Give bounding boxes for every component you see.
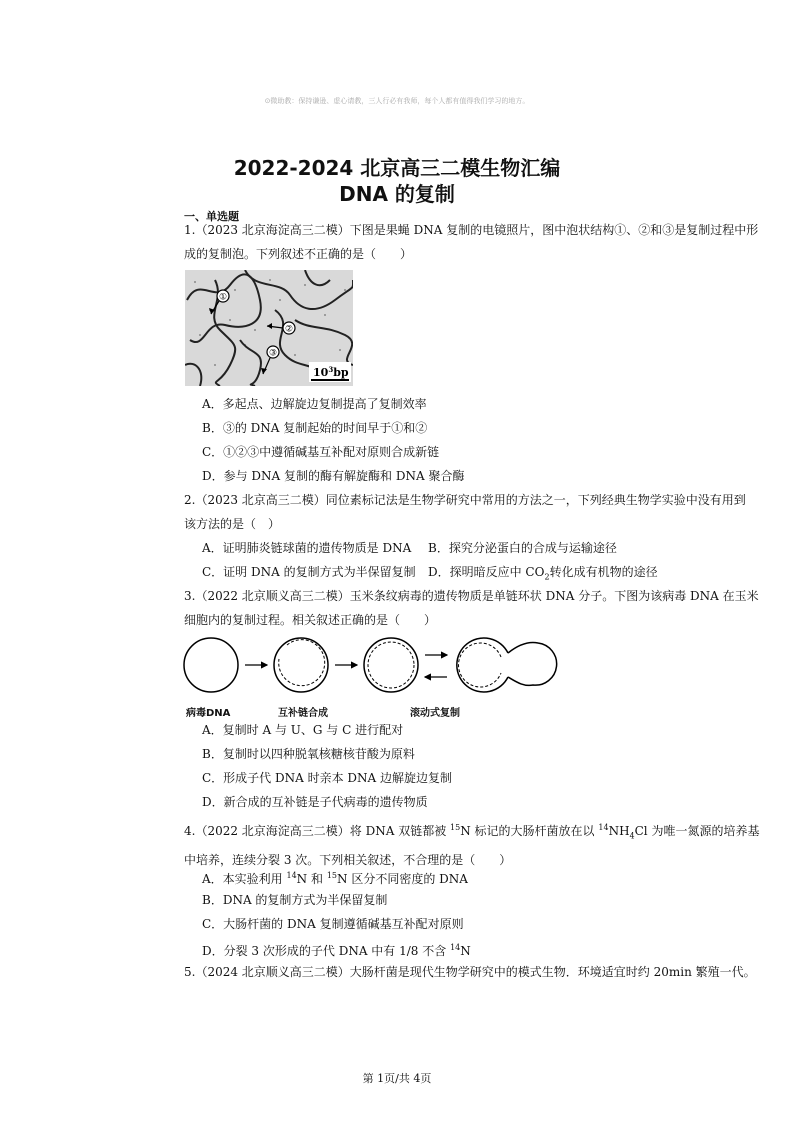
q2-option-b[interactable]: B．探究分泌蛋白的合成与运输途径 <box>428 541 617 555</box>
q2-option-c[interactable]: C．证明 DNA 的复制方式为半保留复制 <box>202 565 416 579</box>
q1-option-c[interactable]: C．①②③中遵循碱基互补配对原则合成新链 <box>202 445 440 459</box>
mark-3: ③ <box>268 348 278 359</box>
q4-option-d[interactable]: D．分裂 3 次形成的子代 DNA 中有 1/8 不含 $^{14}$N <box>202 943 471 958</box>
q3-option-b[interactable]: B．复制时以四种脱氧核糖核苷酸为原料 <box>202 747 415 761</box>
question-3-line2: 细胞内的复制过程。相关叙述正确的是（ ） <box>184 613 437 627</box>
document-subtitle: DNA 的复制 <box>339 182 455 206</box>
scale-label: $10^3bp$ <box>313 365 349 379</box>
q3-option-d[interactable]: D．新合成的互补链是子代病毒的遗传物质 <box>202 795 428 809</box>
label-viral-dna: 病毒DNA <box>186 708 231 719</box>
q4-option-c[interactable]: C．大肠杆菌的 DNA 复制遵循碱基互补配对原则 <box>202 917 464 931</box>
q2-option-a[interactable]: A．证明肺炎链球菌的遗传物质是 DNA <box>202 541 412 555</box>
q1-option-a[interactable]: A．多起点、边解旋边复制提高了复制效率 <box>202 397 427 411</box>
q4-option-b[interactable]: B．DNA 的复制方式为半保留复制 <box>202 893 388 907</box>
q4-option-a[interactable]: A．本实验利用 $^{14}$N 和 $^{15}$N 区分不同密度的 DNA <box>202 871 468 886</box>
question-2 <box>184 488 764 536</box>
q2-option-d[interactable]: D．探明暗反应中 $CO_2$转化成有机物的途径 <box>428 565 658 582</box>
page-footer: 第 1页/共 4页 <box>362 1072 432 1085</box>
q1-option-d[interactable]: D．参与 DNA 复制的酶有解旋酶和 DNA 聚合酶 <box>202 469 465 483</box>
question-4-line1: 4.（2022 北京海淀高三二模）将 DNA 双链都被 $^{15}$N 标记的大肠杆菌放在以 $^{14}NH_4Cl$ 为唯一氮源的培养基 <box>184 823 760 841</box>
question-5 <box>184 960 764 984</box>
watermark: ⊙微助教：保持谦逊、虚心请教，三人行必有我师，每个人都有值得我们学习的地方。 <box>264 97 530 105</box>
question-3-line1: 3.（2022 北京顺义高三二模）玉米条纹病毒的遗传物质是单链环状 DNA 分子。下图为该病毒 DNA 在玉米 <box>184 589 759 603</box>
document-title: 2022-2024 北京高三二模生物汇编 <box>233 156 561 180</box>
question-4 <box>184 816 764 872</box>
replication-diagram <box>183 633 568 718</box>
question-1-line2: 成的复制泡。下列叙述不正确的是（ ） <box>184 247 413 261</box>
question-5-line1: 5.（2024 北京顺义高三二模）大肠杆菌是现代生物学研究中的模式生物．环境适宜时约 20min 繁殖一代。 <box>184 965 756 979</box>
question-2-line1: 2.（2023 北京高三二模）同位素标记法是生物学研究中常用的方法之一，下列经典生物学实验中没有用到 <box>184 493 746 507</box>
question-1 <box>184 218 764 266</box>
electron-micrograph <box>185 270 353 386</box>
label-complement-synthesis: 互补链合成 <box>278 708 328 719</box>
question-4-line2: 中培养，连续分裂 3 次。下列相关叙述，不合理的是（ ） <box>184 853 512 868</box>
q3-option-c[interactable]: C．形成子代 DNA 时亲本 DNA 边解旋边复制 <box>202 771 453 785</box>
label-rolling-replication: 滚动式复制 <box>410 708 460 719</box>
mark-1: ① <box>218 292 228 303</box>
q1-option-b[interactable]: B．③的 DNA 复制起始的时间早于①和② <box>202 421 428 435</box>
section-heading: 一、单选题 <box>184 210 239 223</box>
question-1-line1: 1.（2023 北京海淀高三二模）下图是果蝇 DNA 复制的电镜照片，图中泡状结构①、②和③是复制过程中形 <box>184 223 759 237</box>
question-2-line2: 该方法的是（ ） <box>184 517 281 531</box>
q3-option-a[interactable]: A．复制时 A 与 U、G 与 C 进行配对 <box>202 723 404 737</box>
mark-2: ② <box>284 324 294 335</box>
question-3 <box>184 584 764 632</box>
